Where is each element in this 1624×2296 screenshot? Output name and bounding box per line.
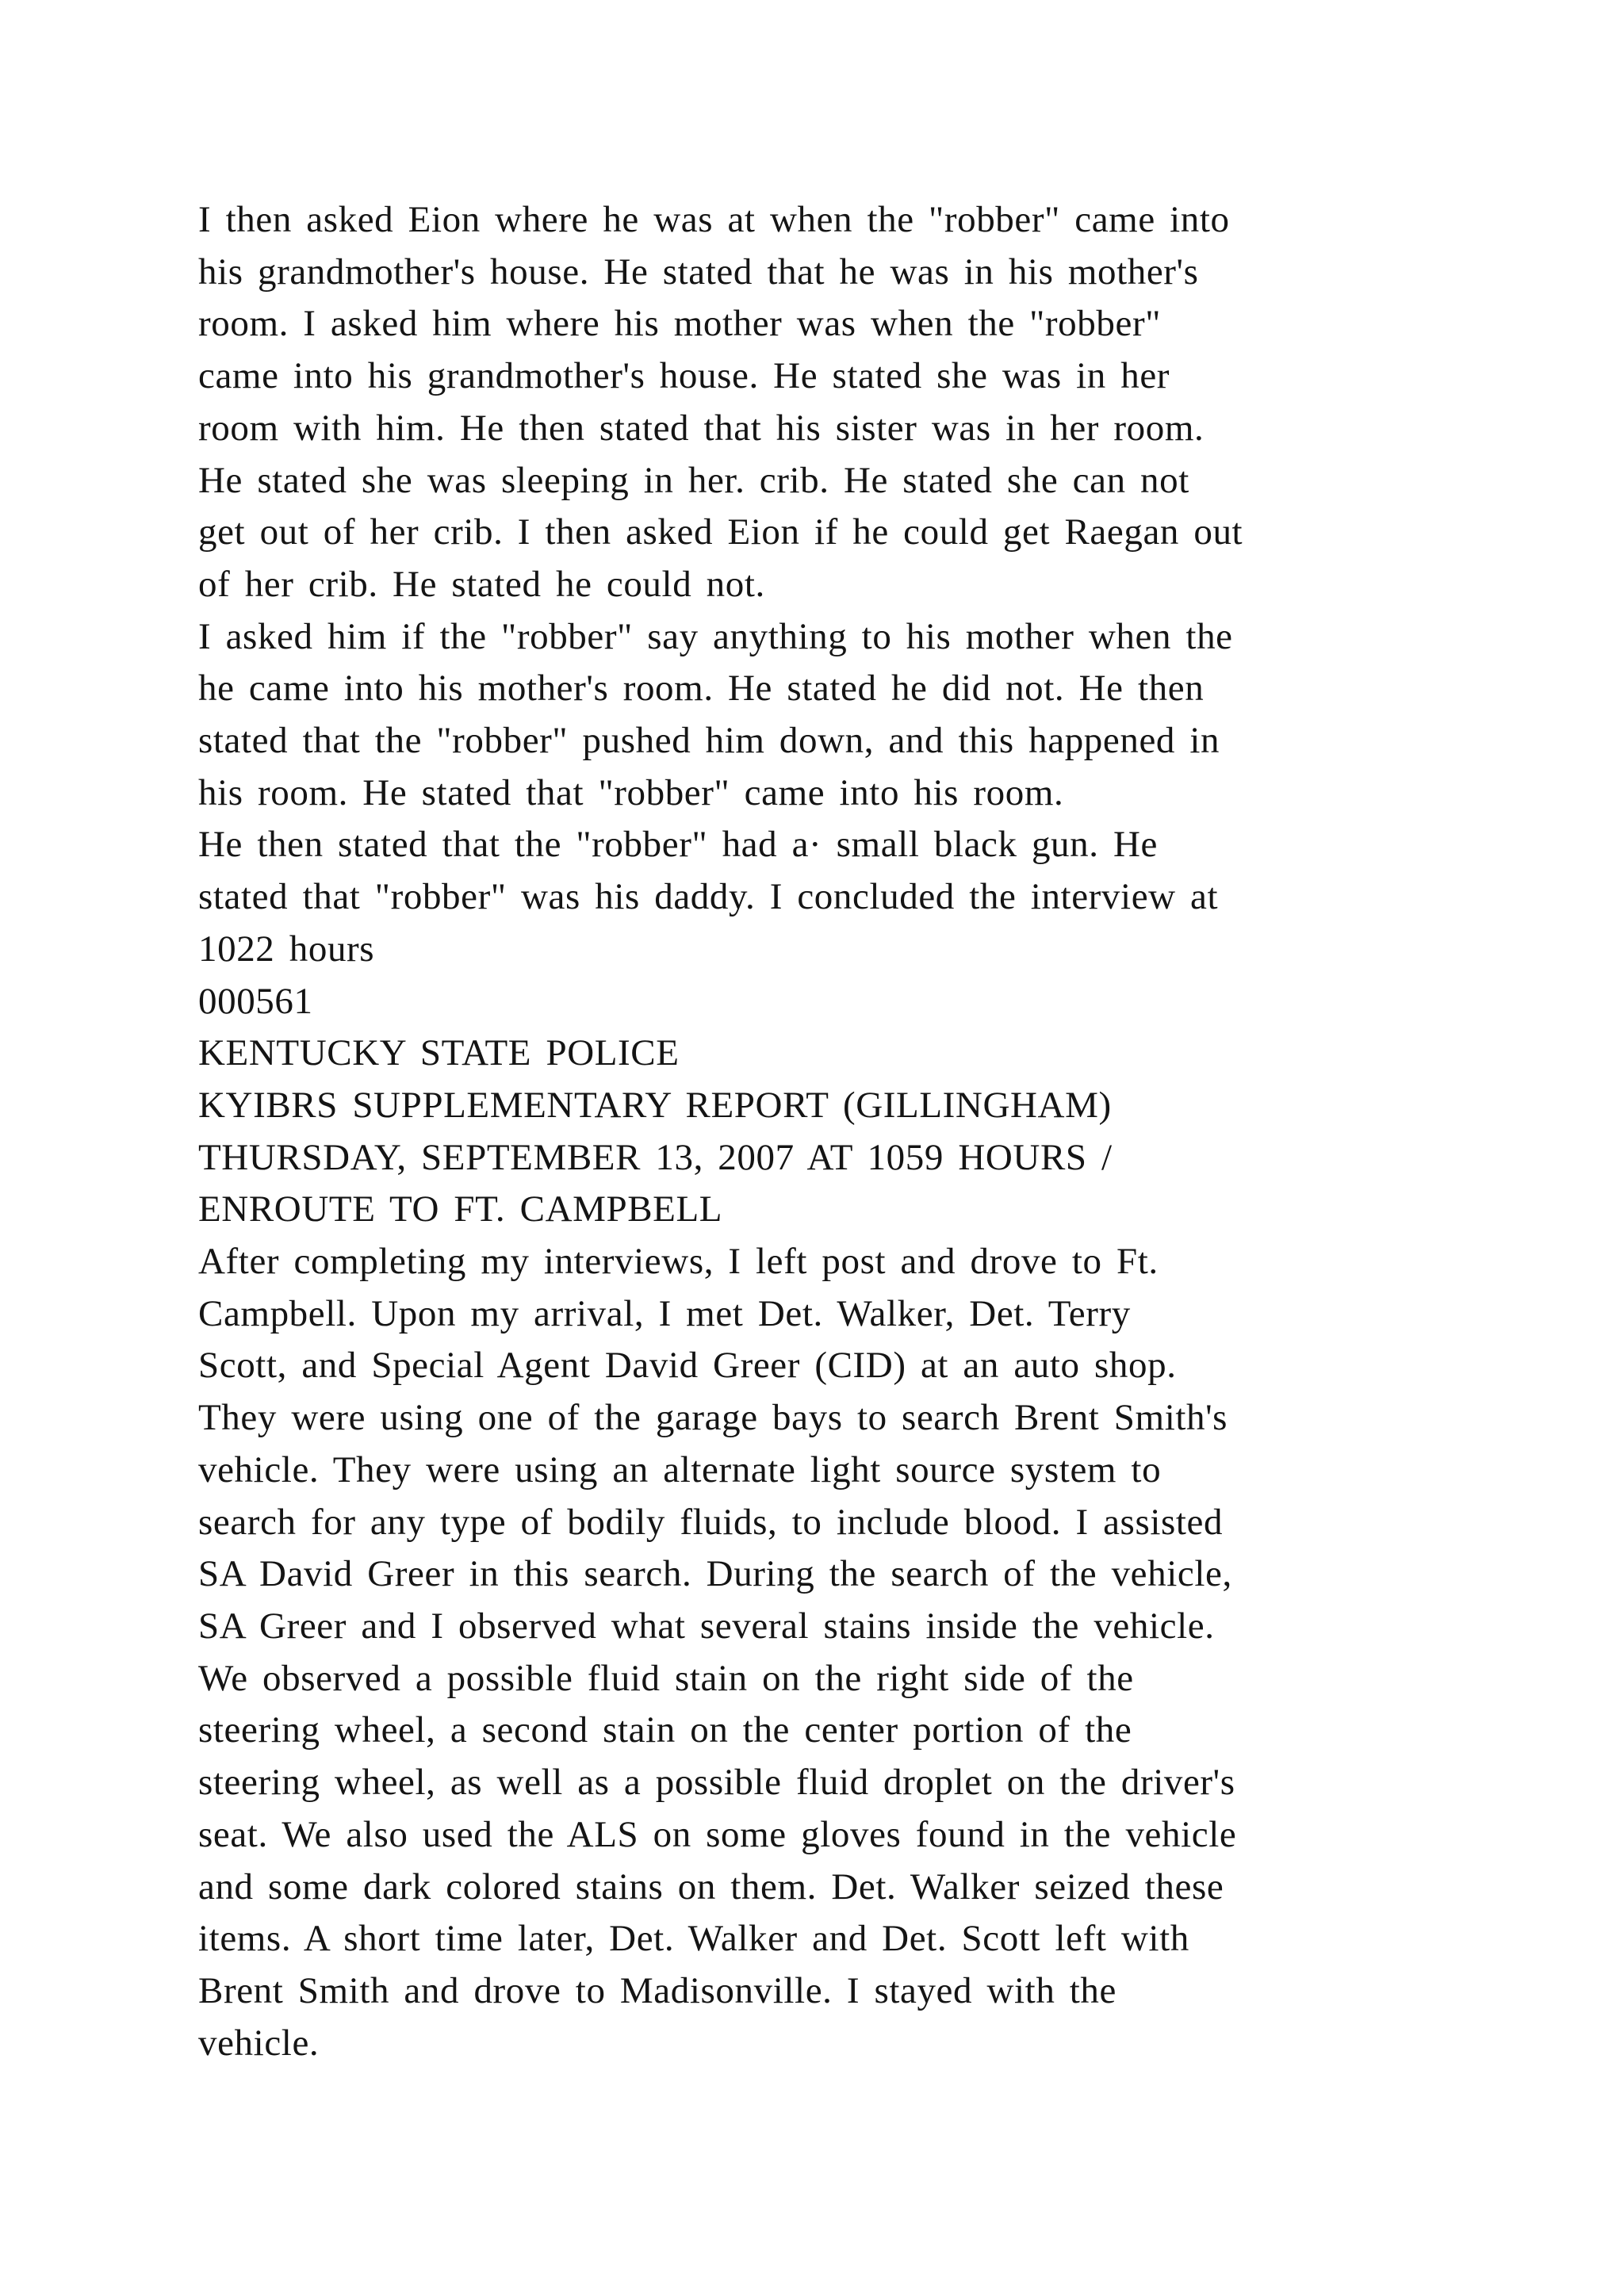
text-line: After completing my interviews, I left post and drove to Ft. [198,1241,1159,1283]
text-line: vehicle. [198,2022,320,2064]
text-line: his room. He stated that "robber" came into his room. [198,771,1064,813]
text-line: came into his grandmother's house. He stated she was in her [198,355,1170,397]
text-line: SA David Greer in this search. During the search of the vehicle, [198,1553,1232,1595]
text-line: He then stated that the "robber" had a· small black gun. He [198,824,1158,866]
text-line: room with him. He then stated that his sister was in her room. [198,407,1205,449]
text-line: he came into his mother's room. He stated he did not. He then [198,668,1205,710]
text-line: stated that the "robber" pushed him down, and this happened in [198,720,1220,762]
text-line: ENROUTE TO FT. CAMPBELL [198,1188,723,1230]
report-text [198,194,1499,2069]
text-line: steering wheel, a second stain on the center portion of the [198,1709,1132,1751]
text-line: steering wheel, as well as a possible fluid droplet on the driver's [198,1762,1235,1804]
text-line: Scott, and Special Agent David Greer (CID) at an auto shop. [198,1345,1177,1387]
text-line: 000561 [198,980,313,1022]
text-line: stated that "robber" was his daddy. I concluded the interview at [198,876,1219,918]
text-line: room. I asked him where his mother was when the "robber" [198,303,1161,345]
text-line: SA Greer and I observed what several stains inside the vehicle. [198,1605,1215,1647]
text-line: We observed a possible fluid stain on the right side of the [198,1657,1134,1699]
text-line: search for any type of bodily fluids, to include blood. I assisted [198,1501,1224,1543]
text-line: get out of her crib. I then asked Eion if he could get Raegan out [198,511,1243,553]
text-line: items. A short time later, Det. Walker and Det. Scott left with [198,1918,1189,1960]
text-line: 1022 hours [198,928,375,970]
text-line: Brent Smith and drove to Madisonville. I stayed with the [198,1969,1116,2011]
text-line: of her crib. He stated he could not. [198,563,765,605]
text-line: his grandmother's house. He stated that he was in his mother's [198,251,1199,293]
text-line: vehicle. They were using an alternate light source system to [198,1448,1162,1490]
text-line: He stated she was sleeping in her. crib. He stated she can not [198,459,1189,501]
text-line: KENTUCKY STATE POLICE [198,1032,680,1074]
text-line: They were using one of the garage bays to search Brent Smith's [198,1397,1228,1439]
text-line: THURSDAY, SEPTEMBER 13, 2007 AT 1059 HOURS / [198,1136,1113,1178]
text-line: I then asked Eion where he was at when the "robber" came into [198,199,1230,240]
text-line: KYIBRS SUPPLEMENTARY REPORT (GILLINGHAM) [198,1084,1112,1126]
text-line: Campbell. Upon my arrival, I met Det. Walker, Det. Terry [198,1292,1131,1334]
text-line: I asked him if the "robber" say anything to his mother when the [198,615,1233,657]
text-line: seat. We also used the ALS on some gloves found in the vehicle [198,1813,1237,1855]
text-line: and some dark colored stains on them. Det. Walker seized these [198,1866,1224,1908]
